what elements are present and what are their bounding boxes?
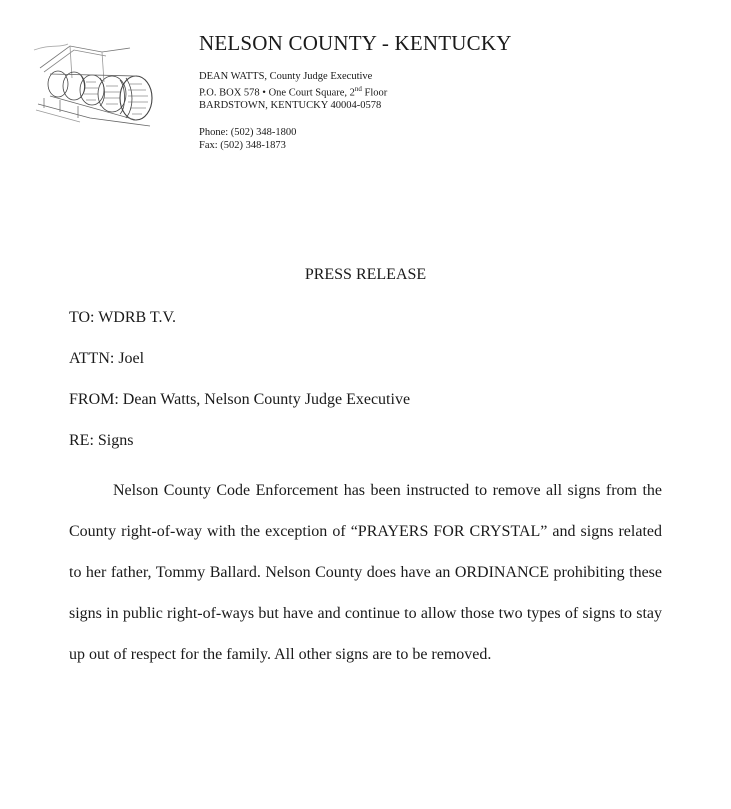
re-field: RE: Signs (69, 432, 134, 449)
body-paragraph: Nelson County Code Enforcement has been instructed to remove all signs from the County right-of-way with the exception of “PRAYERS FOR CRYSTAL” and signs related to her father, Tommy Ballard. Nelson County does have an ORDINANCE prohibiting these signs in public right-of-ways but have and continue to allow those two types of signs to stay up out of respect for the family. All other signs are to be removed. (69, 482, 662, 663)
to-field: TO: WDRB T.V. (69, 309, 176, 326)
judge-line: DEAN WATTS, County Judge Executive (199, 71, 373, 82)
barrels-sketch-icon (30, 38, 160, 130)
press-release-heading: PRESS RELEASE (304, 266, 427, 283)
release-body (69, 470, 662, 675)
letterhead-title: NELSON COUNTY - KENTUCKY (199, 31, 512, 55)
fax-line: Fax: (502) 348-1873 (199, 140, 286, 151)
phone-line: Phone: (502) 348-1800 (199, 127, 297, 138)
letterhead-contact (199, 126, 296, 152)
letterhead-address (199, 71, 387, 112)
po-box-line: P.O. BOX 578 • One Court Square, 2nd Floor (199, 85, 388, 99)
city-line: BARDSTOWN, KENTUCKY 40004-0578 (199, 99, 382, 111)
from-field: FROM: Dean Watts, Nelson County Judge Executive (69, 391, 411, 408)
attn-field: ATTN: Joel (69, 350, 145, 367)
